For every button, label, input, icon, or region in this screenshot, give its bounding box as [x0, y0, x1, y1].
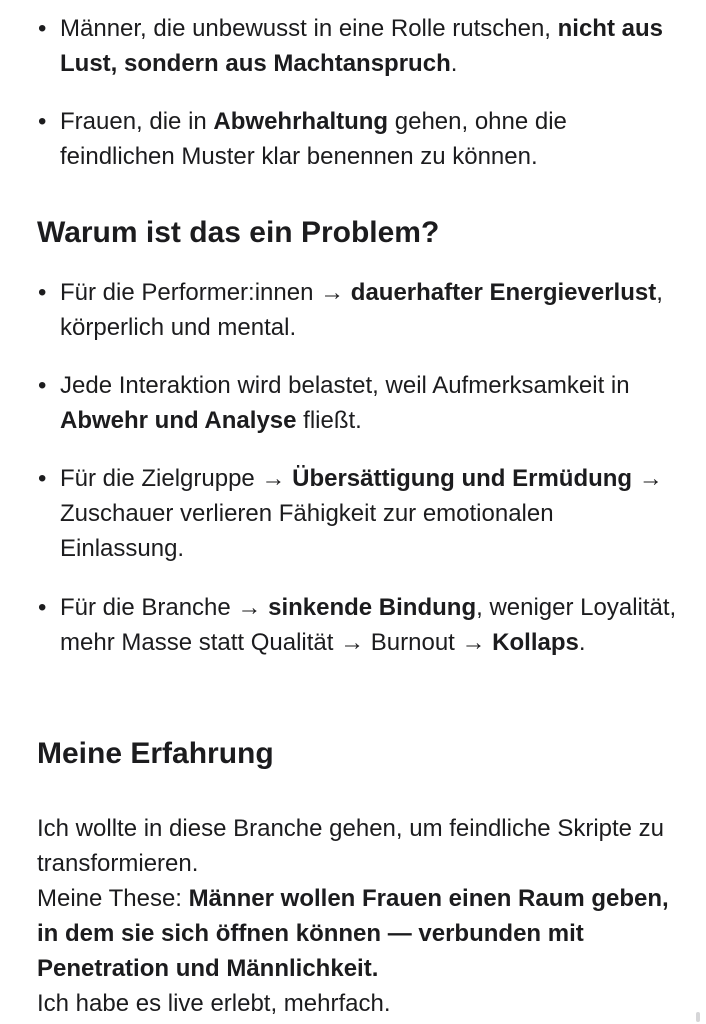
section-heading-problem: Warum ist das ein Problem?: [37, 216, 440, 249]
bullet-marker: •: [38, 372, 47, 399]
list-item: [0, 461, 706, 590]
thesis-prefix: Meine These:: [37, 885, 189, 912]
bullet-text: Männer, die unbewusst in eine Rolle rutschen,: [60, 15, 558, 42]
list-item: [0, 275, 706, 368]
bullet-text-bold: nicht aus Lust, sondern aus Machtanspruch: [60, 15, 663, 77]
paragraph-line: Ich habe es live erlebt, mehrfach.: [37, 990, 391, 1017]
bullet-marker: •: [38, 15, 47, 42]
bullet-text: , weniger Loyalität, mehr Masse statt Qualität → Burnout →: [60, 594, 677, 656]
intro-bullet-list: [0, 11, 706, 174]
bullet-text: gehen, ohne die feindlichen Muster klar benennen zu können.: [60, 108, 567, 170]
list-item: [0, 11, 706, 104]
bullet-text: Für die Branche →: [60, 594, 269, 621]
bullet-text: .: [450, 50, 458, 77]
bullet-text: .: [578, 629, 586, 656]
bullet-text-bold: Abwehr und Analyse: [60, 407, 297, 434]
bullet-text: , körperlich und mental.: [60, 279, 663, 341]
scroll-indicator[interactable]: [696, 1012, 700, 1022]
bullet-text: Jede Interaktion wird belastet, weil Aufmerksamkeit in: [60, 372, 630, 399]
section-heading-experience: Meine Erfahrung: [37, 737, 274, 770]
list-item: [0, 368, 706, 461]
bullet-text: Für die Performer:innen →: [60, 279, 351, 306]
bullet-text: Frauen, die in: [60, 108, 214, 135]
bullet-text: → Zuschauer verlieren Fähigkeit zur emotionalen Einlassung.: [60, 465, 663, 562]
list-item: [0, 104, 706, 174]
bullet-text: Für die Zielgruppe →: [60, 465, 293, 492]
thesis-statement: Männer wollen Frauen einen Raum geben, in dem sie sich öffnen können — verbunden mit Penetration und Männlichkeit.: [37, 885, 669, 982]
thesis-line: [37, 881, 682, 986]
bullet-text-bold: Kollaps: [492, 629, 579, 656]
bullet-marker: •: [38, 279, 47, 306]
bullet-marker: •: [38, 108, 47, 135]
problem-bullet-list: [0, 275, 706, 660]
bullet-text-bold: sinkende Bindung: [268, 594, 477, 621]
bullet-text-bold: Übersättigung und Ermüdung: [292, 465, 633, 492]
bullet-text-bold: dauerhafter Energieverlust: [350, 279, 657, 306]
bullet-marker: •: [38, 594, 47, 621]
bullet-text-bold: Abwehrhaltung: [213, 108, 389, 135]
experience-paragraph: [0, 811, 706, 1021]
bullet-text: fließt.: [296, 407, 362, 434]
list-item: [0, 590, 706, 660]
bullet-marker: •: [38, 465, 47, 492]
paragraph-line: Ich wollte in diese Branche gehen, um feindliche Skripte zu transformieren.: [37, 815, 665, 877]
